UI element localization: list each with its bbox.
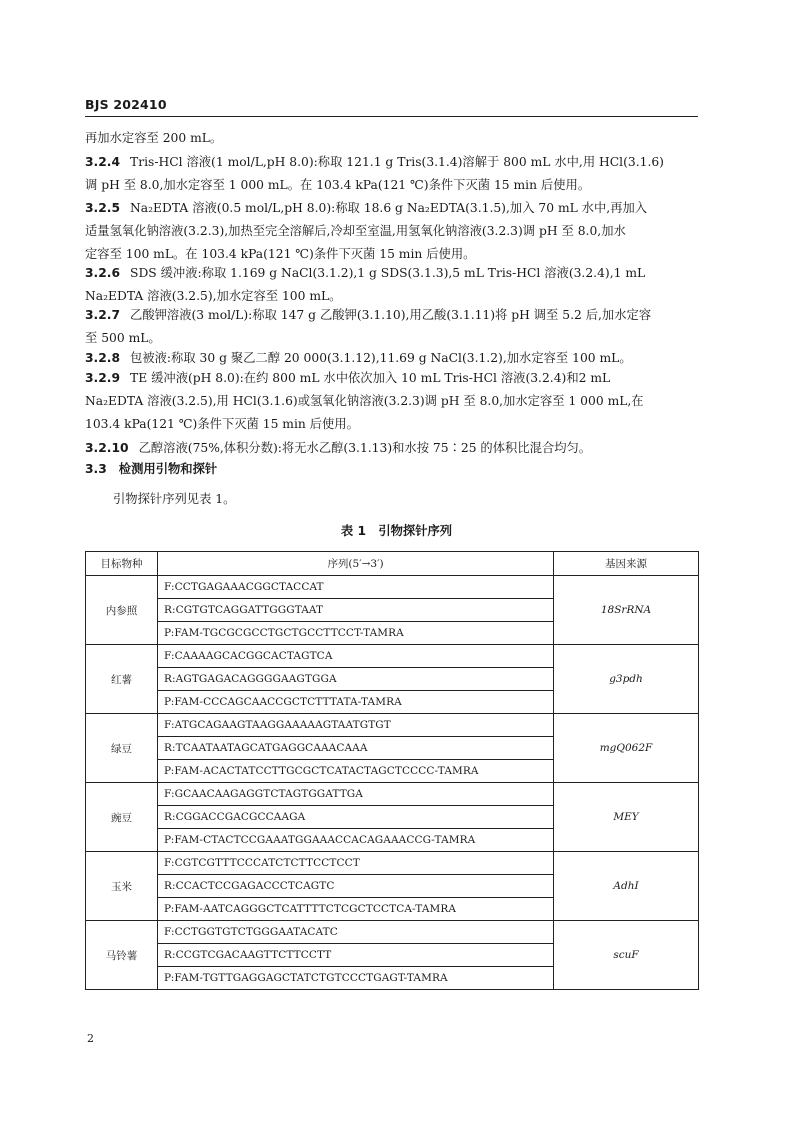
paragraph-line xyxy=(85,201,698,215)
header-gene: 基因来源 xyxy=(554,552,699,576)
paragraph-text: SDS 缓冲液:称取 1.169 g NaCl(3.1.2),1 g SDS(3.1.3),5 mL Tris-HCl 溶液(3.2.4),1 mL xyxy=(130,266,646,280)
section-number: 3.3 xyxy=(85,462,107,476)
species-cell: 绿豆 xyxy=(86,714,158,783)
species-cell: 红薯 xyxy=(86,645,158,714)
paragraph-line xyxy=(85,394,698,408)
paragraph-line xyxy=(85,131,698,145)
clause-number: 3.2.4 xyxy=(85,155,121,169)
paragraph-line xyxy=(85,331,698,345)
paragraph-line xyxy=(85,155,698,169)
table-row xyxy=(86,714,699,737)
paragraph-line xyxy=(85,178,698,192)
paragraph-text: Tris-HCl 溶液(1 mol/L,pH 8.0):称取 121.1 g Tris(3.1.4)溶解于 800 mL 水中,用 HCl(3.1.6) xyxy=(130,155,664,169)
sequence-cell: R:AGTGAGACAGGGGAAGTGGA xyxy=(158,668,554,691)
paragraph-line xyxy=(85,441,698,455)
sequence-cell: F:ATGCAGAAGTAAGGAAAAAGTAATGTGT xyxy=(158,714,554,737)
paragraph-line xyxy=(85,417,698,431)
paragraph-line xyxy=(85,289,698,303)
sequence-cell: P:FAM-CCCAGCAACCGCTCTTTATA-TAMRA xyxy=(158,691,554,714)
table-row xyxy=(86,576,699,599)
sequence-cell: F:CCTGGTGTCTGGGAATACATC xyxy=(158,921,554,944)
table-row xyxy=(86,783,699,806)
gene-cell: 18SrRNA xyxy=(554,576,699,645)
clause-number: 3.2.10 xyxy=(85,441,129,455)
section-heading xyxy=(85,459,217,477)
sequence-cell: R:CGTGTCAGGATTGGGTAAT xyxy=(158,599,554,622)
table-header-row xyxy=(86,552,699,576)
header-rule xyxy=(85,116,698,117)
paragraph-text: 103.4 kPa(121 ℃)条件下灭菌 15 min 后使用。 xyxy=(85,417,359,431)
sequence-cell: F:CAAAAGCACGGCACTAGTCA xyxy=(158,645,554,668)
clause-number: 3.2.8 xyxy=(85,351,121,365)
paragraph-text: TE 缓冲液(pH 8.0):在约 800 mL 水中依次加入 10 mL Tris-HCl 溶液(3.2.4)和2 mL xyxy=(130,371,611,385)
sequence-cell: R:TCAATAATAGCATGAGGCAAACAAA xyxy=(158,737,554,760)
paragraph-text: 再加水定容至 200 mL。 xyxy=(85,131,223,145)
species-cell: 玉米 xyxy=(86,852,158,921)
paragraph-line xyxy=(85,371,698,385)
gene-cell: AdhI xyxy=(554,852,699,921)
primer-probe-table xyxy=(85,551,699,990)
sequence-cell: F:CCTGAGAAACGGCTACCAT xyxy=(158,576,554,599)
header-sequence: 序列(5′→3′) xyxy=(158,552,554,576)
paragraph-text: 适量氢氧化钠溶液(3.2.3),加热至完全溶解后,冷却至室温,用氢氧化钠溶液(3.2.3)调 pH 至 8.0,加水 xyxy=(85,224,626,238)
clause-number: 3.2.9 xyxy=(85,371,121,385)
paragraph-text: 乙酸钾溶液(3 mol/L):称取 147 g 乙酸钾(3.1.10),用乙酸(3.1.11)将 pH 调至 5.2 后,加水定容 xyxy=(130,308,652,322)
sequence-cell: P:FAM-AATCAGGGCTCATTTTCTCGCTCCTCA-TAMRA xyxy=(158,898,554,921)
table-row xyxy=(86,645,699,668)
gene-cell: g3pdh xyxy=(554,645,699,714)
paragraph-text: Na₂EDTA 溶液(3.2.5),用 HCl(3.1.6)或氢氧化钠溶液(3.2.3)调 pH 至 8.0,加水定容至 1 000 mL,在 xyxy=(85,394,644,408)
paragraph-line xyxy=(85,224,698,238)
clause-number: 3.2.5 xyxy=(85,201,121,215)
paragraph-line xyxy=(85,266,698,280)
paragraph-text: 定容至 100 mL。在 103.4 kPa(121 ℃)条件下灭菌 15 min 后使用。 xyxy=(85,247,476,261)
species-cell: 豌豆 xyxy=(86,783,158,852)
table-title: 表 1 引物探针序列 xyxy=(340,524,453,538)
page-number: 2 xyxy=(87,1032,94,1045)
paragraph-text: Na₂EDTA 溶液(0.5 mol/L,pH 8.0):称取 18.6 g Na₂EDTA(3.1.5),加入 70 mL 水中,再加入 xyxy=(130,201,648,215)
sequence-cell: P:FAM-TGTTGAGGAGCTATCTGTCCCTGAGT-TAMRA xyxy=(158,967,554,990)
document-code: BJS 202410 xyxy=(85,97,167,112)
paragraph-text: 至 500 mL。 xyxy=(85,331,161,345)
table-row xyxy=(86,852,699,875)
paragraph-text: 包被液:称取 30 g 聚乙二醇 20 000(3.1.12),11.69 g NaCl(3.1.2),加水定容至 100 mL。 xyxy=(130,351,632,365)
paragraph-text: 乙醇溶液(75%,体积分数):将无水乙醇(3.1.13)和水按 75∶25 的体积比混合均匀。 xyxy=(138,441,592,455)
clause-number: 3.2.6 xyxy=(85,266,121,280)
section-title: 检测用引物和探针 xyxy=(118,462,218,476)
paragraph-line xyxy=(85,247,698,261)
gene-cell: mgQ062F xyxy=(554,714,699,783)
section-intro: 引物探针序列见表 1。 xyxy=(113,492,236,506)
paragraph-text: Na₂EDTA 溶液(3.2.5),加水定容至 100 mL。 xyxy=(85,289,342,303)
gene-cell: MEY xyxy=(554,783,699,852)
species-cell: 马铃薯 xyxy=(86,921,158,990)
sequence-cell: P:FAM-TGCGCGCCTGCTGCCTTCCT-TAMRA xyxy=(158,622,554,645)
paragraph-line xyxy=(85,351,698,365)
table-row xyxy=(86,921,699,944)
sequence-cell: P:FAM-ACACTATCCTTGCGCTCATACTAGCTCCCC-TAMRA xyxy=(158,760,554,783)
sequence-cell: R:CCGTCGACAAGTTCTTCCTT xyxy=(158,944,554,967)
gene-cell: scuF xyxy=(554,921,699,990)
sequence-cell: R:CGGACCGACGCCAAGA xyxy=(158,806,554,829)
sequence-cell: R:CCACTCCGAGACCCTCAGTC xyxy=(158,875,554,898)
paragraph-text: 调 pH 至 8.0,加水定容至 1 000 mL。在 103.4 kPa(121 ℃)条件下灭菌 15 min 后使用。 xyxy=(85,178,591,192)
paragraph-line xyxy=(85,308,698,322)
sequence-cell: P:FAM-CTACTCCGAAATGGAAACCACAGAAACCG-TAMRA xyxy=(158,829,554,852)
species-cell: 内参照 xyxy=(86,576,158,645)
sequence-cell: F:GCAACAAGAGGTCTAGTGGATTGA xyxy=(158,783,554,806)
sequence-cell: F:CGTCGTTTCCCATCTCTTCCTCCT xyxy=(158,852,554,875)
header-species: 目标物种 xyxy=(86,552,158,576)
clause-number: 3.2.7 xyxy=(85,308,121,322)
